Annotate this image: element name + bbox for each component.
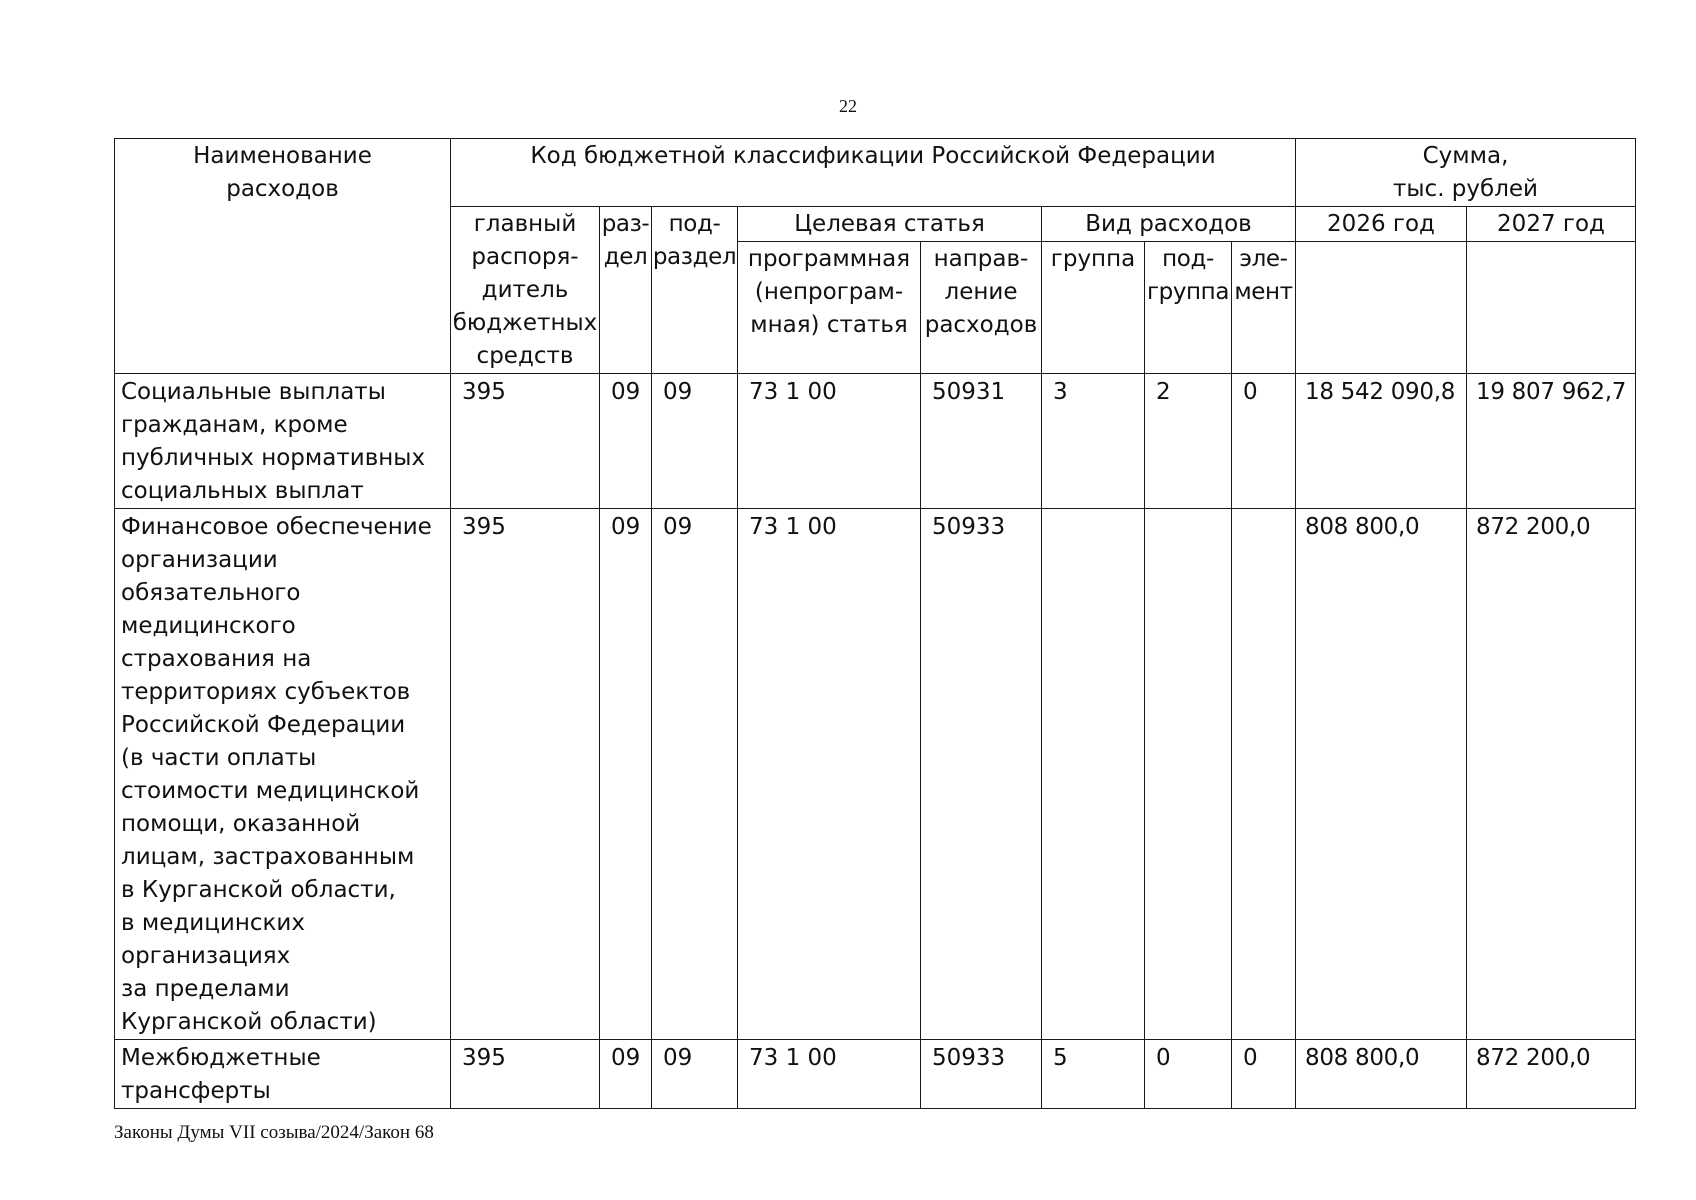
- row-subgroup: [1145, 509, 1232, 1040]
- header-empty-2027: [1467, 242, 1636, 374]
- row-name: Межбюджетные трансферты: [115, 1040, 451, 1109]
- row-subsection: 09: [652, 374, 738, 509]
- row-sum-2027: 19 807 962,7: [1467, 374, 1636, 509]
- budget-table: [114, 138, 1636, 1109]
- header-name: Наименование расходов: [115, 139, 451, 374]
- row-group: 3: [1042, 374, 1145, 509]
- header-main-admin: главный распоря- дитель бюджетных средств: [451, 207, 600, 374]
- header-year-2027: 2027 год: [1467, 207, 1636, 242]
- row-direction: 50933: [921, 1040, 1042, 1109]
- row-sum-2026: 808 800,0: [1296, 509, 1467, 1040]
- row-subsection: 09: [652, 1040, 738, 1109]
- row-subsection: 09: [652, 509, 738, 1040]
- table-row: [115, 1040, 1636, 1109]
- header-empty-2026: [1296, 242, 1467, 374]
- row-admin: 395: [451, 374, 600, 509]
- row-direction: 50933: [921, 509, 1042, 1040]
- header-row-1: [115, 139, 1636, 207]
- header-code-group: Код бюджетной классификации Российской Федерации: [451, 139, 1296, 207]
- header-section: раз- дел: [600, 207, 652, 374]
- table-row: [115, 509, 1636, 1040]
- row-sum-2027: 872 200,0: [1467, 509, 1636, 1040]
- header-subsection: под- раздел: [652, 207, 738, 374]
- row-subgroup: 2: [1145, 374, 1232, 509]
- page-number: 22: [839, 96, 857, 116]
- header-direction: направ- ление расходов: [921, 242, 1042, 374]
- header-program-article: программная (непрограм- мная) статья: [738, 242, 921, 374]
- row-admin: 395: [451, 509, 600, 1040]
- row-element: [1232, 509, 1296, 1040]
- row-sum-2026: 808 800,0: [1296, 1040, 1467, 1109]
- header-expense-type: Вид расходов: [1042, 207, 1296, 242]
- header-element: эле- мент: [1232, 242, 1296, 374]
- header-sum-group: Сумма, тыс. рублей: [1296, 139, 1636, 207]
- row-program: 73 1 00: [738, 374, 921, 509]
- header-group: группа: [1042, 242, 1145, 374]
- row-group: 5: [1042, 1040, 1145, 1109]
- table-row: [115, 374, 1636, 509]
- row-section: 09: [600, 374, 652, 509]
- row-sum-2026: 18 542 090,8: [1296, 374, 1467, 509]
- row-group: [1042, 509, 1145, 1040]
- row-element: 0: [1232, 374, 1296, 509]
- header-year-2026: 2026 год: [1296, 207, 1467, 242]
- row-section: 09: [600, 1040, 652, 1109]
- row-program: 73 1 00: [738, 509, 921, 1040]
- row-subgroup: 0: [1145, 1040, 1232, 1109]
- row-name: Финансовое обеспечение организации обязательного медицинского страхования на территориях субъектов Российской Федерации (в части оплаты стоимости медицинской помощи, оказанной лицам, застрахованным в Курганской области, в медицинских организациях за пределами Курганской области): [115, 509, 451, 1040]
- row-name: Социальные выплаты гражданам, кроме публичных нормативных социальных выплат: [115, 374, 451, 509]
- header-target-article: Целевая статья: [738, 207, 1042, 242]
- row-element: 0: [1232, 1040, 1296, 1109]
- footer-text: Законы Думы VII созыва/2024/Закон 68: [114, 1122, 434, 1143]
- row-sum-2027: 872 200,0: [1467, 1040, 1636, 1109]
- header-subgroup: под- группа: [1145, 242, 1232, 374]
- row-direction: 50931: [921, 374, 1042, 509]
- row-program: 73 1 00: [738, 1040, 921, 1109]
- row-section: 09: [600, 509, 652, 1040]
- row-admin: 395: [451, 1040, 600, 1109]
